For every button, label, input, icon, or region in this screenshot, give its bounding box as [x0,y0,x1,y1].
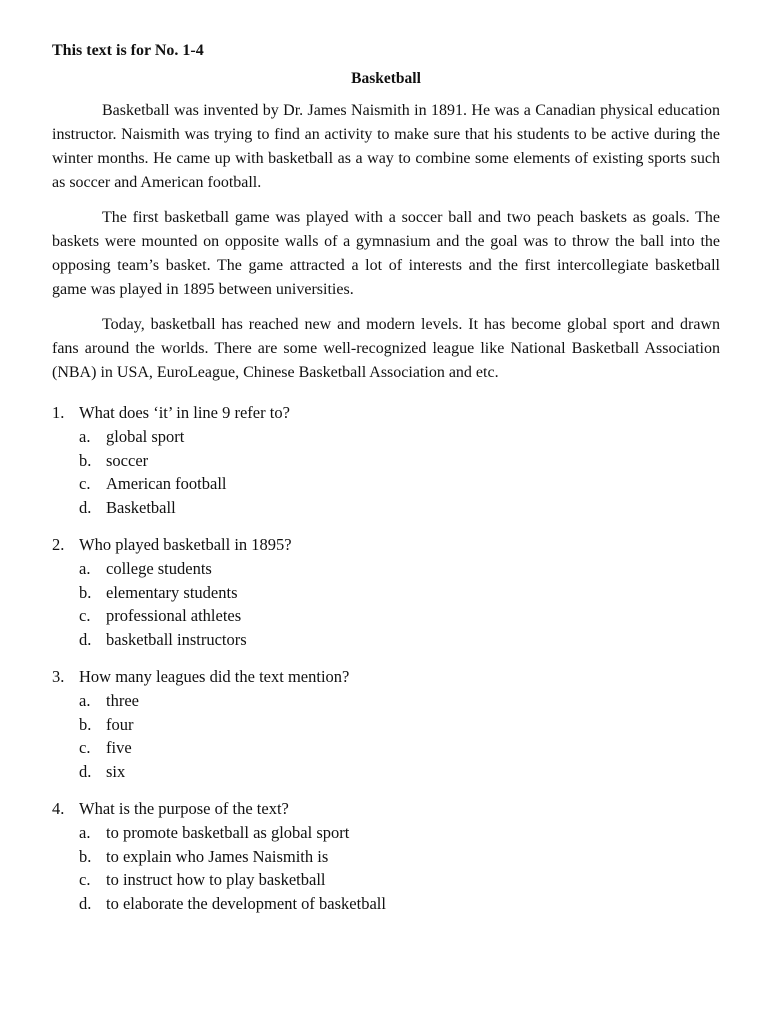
answer-option [79,689,720,713]
option-text: to elaborate the development of basketball [106,893,386,913]
option-letter: c. [79,474,91,493]
answer-option [79,760,720,784]
option-text: to promote basketball as global sport [106,823,350,842]
section-header: This text is for No. 1-4 [52,42,204,59]
option-letter: b. [79,582,92,602]
option-letter: d. [79,761,92,781]
option-letter: d. [79,893,92,913]
option-letter: b. [79,450,92,470]
question-stem [52,665,720,689]
question-number: 4. [52,799,65,818]
answer-options [52,557,720,651]
document-page [52,42,720,915]
option-text: to instruct how to play basketball [106,870,326,889]
option-text: five [106,738,132,757]
question-text: What is the purpose of the text? [79,799,289,818]
option-text: Basketball [106,497,176,517]
passage-paragraph-3: Today, basketball has reached new and modern levels. It has become global sport and drawn fans around the worlds. There are some well-recognized league like National Basketball Association (NBA) in USA, EuroLeague, Chinese Basketball Association and etc. [52,316,720,381]
answer-option [79,496,720,520]
answer-option [79,845,720,869]
option-text: college students [106,559,212,578]
answer-option [79,821,720,845]
answer-option [79,713,720,737]
option-letter: c. [79,870,91,889]
option-text: three [106,691,139,710]
question-1 [52,401,720,519]
option-letter: a. [79,559,91,578]
option-text: American football [106,474,227,493]
answer-options [52,821,720,915]
option-letter: a. [79,427,91,446]
answer-option [79,425,720,449]
question-text: How many leagues did the text mention? [79,667,350,686]
question-4 [52,797,720,915]
answer-options [52,425,720,519]
answer-option [79,736,720,760]
answer-option [79,628,720,652]
passage-paragraph-1: Basketball was invented by Dr. James Naismith in 1891. He was a Canadian physical education instructor. Naismith was trying to find an activity to make sure that his students to be active during the winter months. He came up with basketball as a way to combine some elements of existing sports such as soccer and American football. [52,102,720,191]
option-letter: c. [79,738,91,757]
answer-option [79,557,720,581]
answer-option [79,892,720,916]
question-text: What does ‘it’ in line 9 refer to? [79,403,290,422]
question-stem [52,533,720,557]
question-number: 2. [52,535,65,554]
question-text: Who played basketball in 1895? [79,535,292,554]
option-letter: b. [79,714,92,734]
passage-title: Basketball [351,70,421,87]
option-text: global sport [106,427,185,446]
option-letter: d. [79,497,92,517]
answer-option [79,472,720,496]
option-text: professional athletes [106,606,242,625]
answer-option [79,581,720,605]
option-letter: a. [79,691,91,710]
option-text: six [106,761,126,781]
question-stem [52,401,720,425]
question-number: 3. [52,667,65,686]
option-letter: b. [79,846,92,866]
option-text: to explain who James Naismith is [106,846,329,866]
option-text: elementary students [106,582,238,602]
question-2 [52,533,720,651]
question-stem [52,797,720,821]
passage-paragraph-2: The first basketball game was played with a soccer ball and two peach baskets as goals. The baskets were mounted on opposite walls of a gymnasium and the goal was to throw the ball into the opposing team’s basket. The game attracted a lot of interests and the first intercollegiate basketball game was played in 1895 between universities. [52,209,720,298]
option-letter: c. [79,606,91,625]
answer-option [79,449,720,473]
option-letter: a. [79,823,91,842]
answer-options [52,689,720,783]
option-text: basketball instructors [106,629,247,649]
option-text: four [106,714,134,734]
answer-option [79,604,720,628]
answer-option [79,868,720,892]
question-number: 1. [52,403,65,422]
option-text: soccer [106,450,149,470]
question-3 [52,665,720,783]
option-letter: d. [79,629,92,649]
